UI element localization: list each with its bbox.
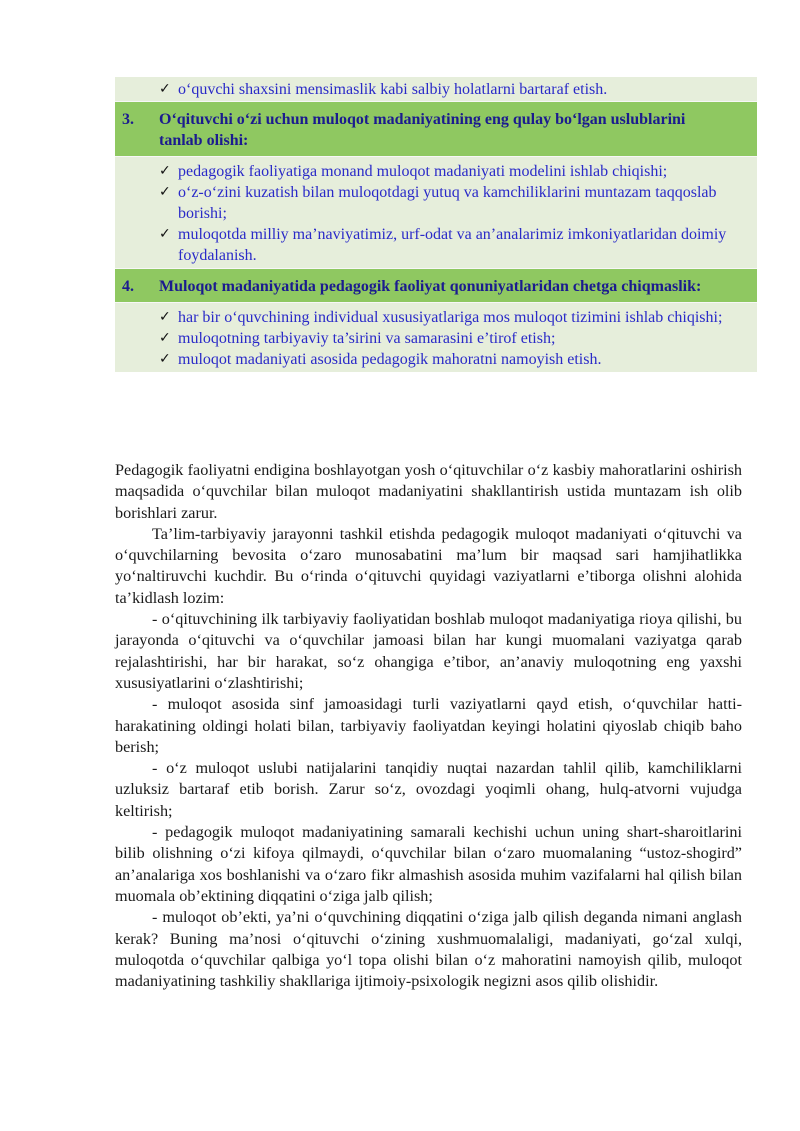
paragraph: - muloqot ob’ekti, ya’ni o‘quvchining diqqatini o‘ziga jalb qilish deganda nimani anglash kerak? Buning ma’nosi o‘qituvchi o‘zining xushmuomalaligi, madaniyati, go‘zal xulqi, muloqotda o‘quvchilar qalbiga yo‘l topa olishi bilan o‘z mahoratini namoyish qilib, muloqot madaniyatining tashkiliy shakllariga ijtimoiy-psixologik negizni asos qilib olishidir. <box>115 908 742 991</box>
section-number: 4. <box>122 278 134 295</box>
paragraph: - muloqot asosida sinf jamoasidagi turli vaziyatlarni qayd etish, o‘quvchilar hatti-harakatining oldingi holati bilan, tarbiyaviy faoliyatdan keyingi holatini qiyoslab chiqib baho berish; <box>115 695 742 756</box>
section-heading: Muloqot madaniyatida pedagogik faoliyat qonuniyatlaridan chetga chiqmaslik: <box>159 278 702 295</box>
table-row <box>115 303 757 372</box>
paragraph: Ta’lim-tarbiyaviy jarayonni tashkil etishda pedagogik muloqot madaniyati o‘qituvchi va o‘quvchilarning bevosita o‘zaro munosabatini ma’lum bir maqsad sari hamjihatlikka yo‘naltiruvchi kuchdir. Bu o‘rinda o‘qituvchi quyidagi vaziyatlarni e’tiborga olishni alohida ta’kidlash lozim: <box>115 524 742 607</box>
row-number-cell <box>115 303 153 372</box>
checklist <box>153 77 757 101</box>
list-item <box>159 224 757 266</box>
items-cell <box>153 303 757 372</box>
items-cell <box>153 77 757 101</box>
row-number-cell <box>115 77 153 101</box>
check-mark-icon: ✓ <box>159 184 171 200</box>
content-table <box>115 77 757 372</box>
paragraph: Pedagogik faoliyatni endigina boshlayotgan yosh o‘qituvchilar o‘z kasbiy mahoratlarini oshirish maqsadida o‘quvchilar bilan muloqot madaniyatini shakllantirish ustida muntazam ish olib borishlari zarur. <box>115 461 742 522</box>
table-header-row <box>115 102 757 156</box>
section-number: 3. <box>122 111 134 128</box>
check-mark-icon: ✓ <box>159 330 171 346</box>
list-item-text: muloqotning tarbiyaviy ta’sirini va samarasini e’tirof etish; <box>178 330 556 347</box>
body-text <box>115 460 742 992</box>
list-item <box>159 161 757 182</box>
list-item-text: o‘quvchi shaxsini mensimaslik kabi salbiy holatlarni bartaraf etish. <box>178 81 608 98</box>
list-item-text: pedagogik faoliyatiga monand muloqot madaniyati modelini ishlab chiqishi; <box>178 163 668 180</box>
list-item-text: o‘z-o‘zini kuzatish bilan muloqotdagi yutuq va kamchiliklarini muntazam taqqoslab borishi; <box>178 184 717 222</box>
check-mark-icon: ✓ <box>159 351 171 367</box>
section-heading: O‘qituvchi o‘zi uchun muloqot madaniyatining eng qulay bo‘lgan uslublarini tanlab olishi: <box>159 111 686 149</box>
list-item <box>159 328 757 349</box>
paragraph: - o‘qituvchining ilk tarbiyaviy faoliyatidan boshlab muloqot madaniyatiga rioya qilishi, bu jarayonda o‘qituvchi va o‘quvchilar jamoasi bilan har kungi muomalani vaziyatga qarab rejalashtirishi, har bir harakat, so‘z ohangiga e’tibor, an’anaviy muloqotning eng yaxshi xususiyatlarini o‘zlashtirishi; <box>115 610 742 692</box>
list-item <box>159 307 757 328</box>
checklist <box>153 303 757 372</box>
checklist <box>153 157 757 268</box>
paragraph: - pedagogik muloqot madaniyatining samarali kechishi uchun uning shart-sharoitlarini bilib olishning o‘zi kifoya qilmaydi, o‘quvchilar bilan o‘zaro muomalaning “ustoz-shogird” an’analariga xos boshlanishi va o‘zaro fikr almashish asosida muhim vazifalarni hal qilish bilan muomala ob’ektining diqqatini o‘ziga jalb qilish; <box>115 823 742 905</box>
table-header-row <box>115 269 757 302</box>
row-number-cell <box>115 157 153 268</box>
list-item <box>159 79 757 100</box>
list-item-text: har bir o‘quvchining individual xususiyatlariga mos muloqot tizimini ishlab chiqishi; <box>178 309 723 326</box>
list-item <box>159 349 757 370</box>
list-item <box>159 182 757 224</box>
check-mark-icon: ✓ <box>159 163 171 179</box>
check-mark-icon: ✓ <box>159 226 171 242</box>
table-row <box>115 157 757 268</box>
items-cell <box>153 157 757 268</box>
paragraph: - o‘z muloqot uslubi natijalarini tanqidiy nuqtai nazardan tahlil qilib, kamchiliklarni uzluksiz bartaraf etib borish. Zarur so‘z, ovozdagi yoqimli ohang, hulq-atvorni vujudga keltirish; <box>115 759 742 820</box>
table-row <box>115 77 757 101</box>
list-item-text: muloqot madaniyati asosida pedagogik mahoratni namoyish etish. <box>178 351 602 368</box>
check-mark-icon: ✓ <box>159 309 171 325</box>
list-item-text: muloqotda milliy ma’naviyatimiz, urf-odat va an’analarimiz imkoniyatlaridan doimiy foydalanish. <box>178 226 727 264</box>
check-mark-icon: ✓ <box>159 81 171 97</box>
